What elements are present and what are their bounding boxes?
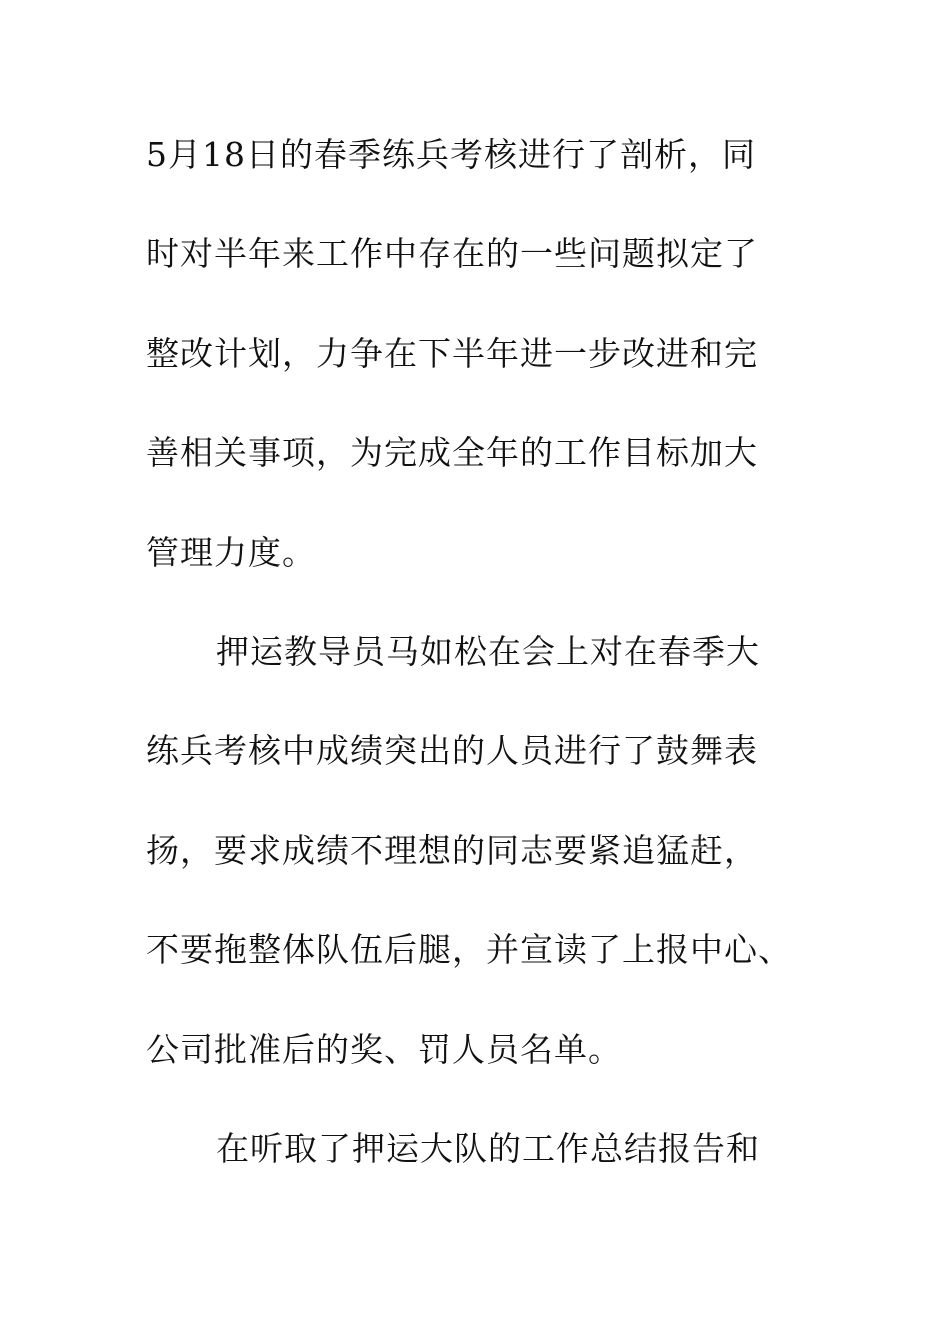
text-line: 时对半年来工作中存在的一些问题拟定了 xyxy=(146,234,758,274)
paragraph-start-line: 押运教导员马如松在会上对在春季大 xyxy=(216,631,760,671)
paragraph-start-line: 在听取了押运大队的工作总结报告和 xyxy=(216,1128,760,1168)
document-body xyxy=(146,122,846,1215)
text-line: 不要拖整体队伍后腿，并宣读了上报中心、 xyxy=(146,930,792,970)
text-line: 5月18日的春季练兵考核进行了剖析，同 xyxy=(146,135,756,174)
text-line: 整改计划，力争在下半年进一步改进和完 xyxy=(146,333,758,373)
text-line: 善相关事项，为完成全年的工作目标加大 xyxy=(146,433,758,473)
text-line: 管理力度。 xyxy=(146,532,316,572)
text-line: 扬，要求成绩不理想的同志要紧追猛赶， xyxy=(146,830,758,870)
text-line: 公司批准后的奖、罚人员名单。 xyxy=(146,1029,622,1069)
text-line: 练兵考核中成绩突出的人员进行了鼓舞表 xyxy=(146,731,758,771)
